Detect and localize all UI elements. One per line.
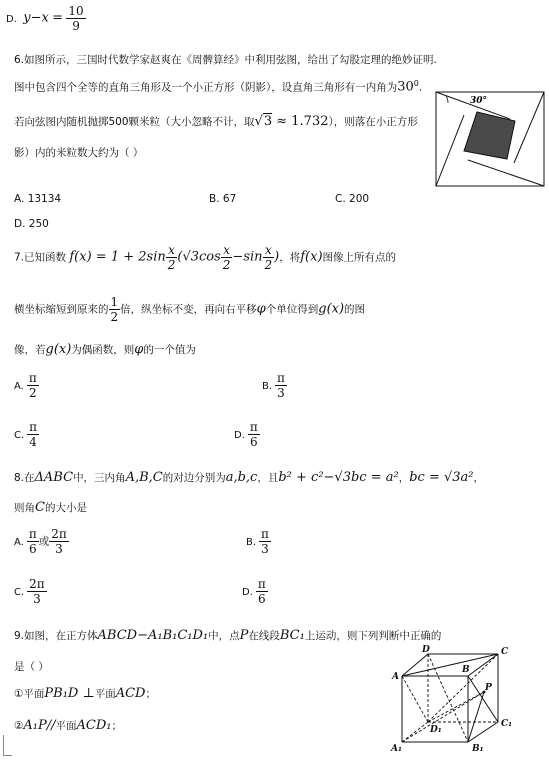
triangle-name: ΔABC <box>34 470 74 485</box>
q8-text: 则角 <box>14 502 35 514</box>
option-fraction <box>27 527 39 556</box>
approx-value: ≈ 1.732 <box>272 114 329 129</box>
q8-text: ， <box>473 472 484 484</box>
q7-option-a <box>14 371 39 400</box>
label-a: A <box>392 672 399 682</box>
numerator: π <box>249 420 258 434</box>
q9-text: 上运动，则下列判断中正确的 <box>304 630 442 642</box>
semicolon: ； <box>111 720 123 732</box>
label-b1: B₁ <box>472 744 484 754</box>
numerator: π <box>28 371 37 385</box>
hidden-ad1 <box>402 676 428 722</box>
option-fraction <box>259 527 271 556</box>
numerator: π <box>261 527 269 541</box>
q8-option-b <box>246 527 271 556</box>
q7-line-1 <box>14 243 396 272</box>
q9-text: 平面 <box>55 720 77 732</box>
equation-2: bc = √3a² <box>409 470 474 485</box>
q9-text: 9.如图，在正方体 <box>14 630 98 642</box>
q6-option-c <box>335 193 369 205</box>
label-d1: D₁ <box>430 725 442 735</box>
q5-option-d <box>6 4 86 33</box>
sides: a,b,c <box>225 470 258 485</box>
denominator: 3 <box>261 542 269 556</box>
q7-line-2 <box>14 295 365 324</box>
sin-term: −sin <box>232 249 263 265</box>
q7-text: 个单位得到 <box>265 303 319 316</box>
denominator: 2 <box>28 386 37 400</box>
or-word: 或 <box>38 535 50 548</box>
numerator: π <box>277 371 285 385</box>
numerator: 2π <box>51 527 67 541</box>
option-fraction <box>248 420 260 449</box>
label-a1: A₁ <box>391 744 402 754</box>
semicolon: ； <box>145 688 156 700</box>
option-letter: A. <box>14 193 25 205</box>
angle-value: 30 <box>397 79 414 95</box>
q8-option-c <box>14 577 47 606</box>
option-letter: A. <box>14 536 24 548</box>
phi: φ <box>256 301 266 317</box>
q8-option-a <box>14 527 69 556</box>
option-letter: B. <box>246 536 257 548</box>
label-c: C <box>501 647 509 657</box>
option-letter: D. <box>242 586 253 598</box>
q6-option-b <box>209 193 236 205</box>
denominator: 9 <box>72 19 80 33</box>
q7-option-b <box>262 371 287 400</box>
line-expr: A₁P// <box>23 718 56 733</box>
option-value: 67 <box>222 193 237 205</box>
denominator: 2 <box>167 258 176 272</box>
q7-text: 像，若 <box>14 344 46 356</box>
numerator: x <box>263 243 275 258</box>
numerator: 10 <box>68 4 84 18</box>
gx: g(x) <box>318 301 345 317</box>
point-p: P <box>239 628 249 643</box>
equation-lhs: y−x <box>23 10 49 26</box>
cube-name: ABCD−A₁B₁C₁D₁ <box>97 628 209 643</box>
page-corner-mark <box>3 735 12 756</box>
q9-text: 中，点 <box>208 630 240 642</box>
angle-c: C <box>35 500 45 515</box>
sqrt-radicand: 3 <box>263 114 273 129</box>
hidden-edge-a1d1 <box>402 722 428 742</box>
q7-text: 倍，纵坐标不变，再向右平移 <box>120 303 257 316</box>
q6-option-a <box>14 193 61 205</box>
fraction-x-over-2 <box>221 243 233 272</box>
q6-line-3-end: ），则落在小正方形 <box>328 116 418 128</box>
q7-text: 横坐标缩短到原来的 <box>14 303 109 316</box>
q8-text: 8.在 <box>14 472 35 484</box>
q8-option-d <box>242 577 268 606</box>
angles: A,B,C <box>125 470 163 485</box>
q6-option-d <box>14 218 49 230</box>
fraction-x-over-2 <box>263 243 275 272</box>
option-value: 250 <box>28 218 49 230</box>
label-b: B <box>462 665 470 675</box>
plane-name: ACD₁ <box>76 718 112 733</box>
fraction-one-half <box>109 295 121 324</box>
zhao-shuang-diagram <box>434 90 546 188</box>
q6-line-3-text: 若向弦图内随机抛掷500颗米粒（大小忽略不计，取 <box>14 116 255 128</box>
phi: φ <box>134 342 144 357</box>
option-fraction <box>275 371 287 400</box>
q9-statement-1 <box>14 686 156 701</box>
numerator: π <box>257 577 266 591</box>
q8-line-2 <box>14 500 87 515</box>
denominator: 2 <box>264 258 273 272</box>
gx: g(x) <box>45 342 72 357</box>
segment-bc1: BC₁ <box>279 628 305 643</box>
q9-line-1 <box>14 628 441 643</box>
cube-diagram <box>388 644 518 758</box>
option-letter: D. <box>14 218 26 230</box>
label-d: D <box>422 645 430 655</box>
equals-sign: = <box>52 10 64 26</box>
q8-text: ， <box>398 472 410 484</box>
q6-line-4: 影）内的米粒数大约为（ ） <box>14 147 144 159</box>
fraction <box>66 4 85 33</box>
q8-text: 的对边分别为 <box>162 472 226 484</box>
q8-line-1 <box>14 470 484 485</box>
option-letter: C. <box>335 193 346 205</box>
option-fraction <box>49 527 69 556</box>
option-letter: B. <box>262 380 273 392</box>
option-value: 200 <box>349 193 370 205</box>
q7-text: 图像上所有点的 <box>322 251 397 264</box>
equation-1: b² + c²−√3bc = a² <box>278 470 399 485</box>
option-letter: C. <box>14 586 25 598</box>
q9-text: ①平面 <box>14 688 45 700</box>
degree-mark: 0 <box>413 79 419 88</box>
q6-line-3: 若向弦图内随机抛掷500颗米粒（大小忽略不计，取√3 ≈ 1.732），则落在小正方形 <box>14 114 418 129</box>
point-p-dot <box>483 691 486 694</box>
denominator: 4 <box>29 435 37 449</box>
q9-text: 在线段 <box>248 630 280 642</box>
fraction-x-over-2 <box>166 243 178 272</box>
option-fraction <box>27 420 39 449</box>
q8-text: 的大小是 <box>44 502 87 514</box>
option-letter: B. <box>209 193 220 205</box>
option-letter: D. <box>234 429 245 441</box>
close-paren: ) <box>274 249 280 265</box>
plane-name: ACD <box>115 686 146 701</box>
q7-intro: 7.已知函数 <box>14 251 67 264</box>
denominator: 2 <box>222 258 231 272</box>
function-def: f(x) = 1 + 2sin <box>69 249 166 265</box>
option-value: 13134 <box>27 193 62 205</box>
edge-b1c1 <box>468 722 498 742</box>
q8-text: 中，三内角 <box>73 472 126 484</box>
q7-text: ，将 <box>279 251 301 264</box>
label-c1: C₁ <box>501 719 513 729</box>
numerator: x <box>221 243 233 258</box>
numerator: π <box>28 527 37 541</box>
numerator: x <box>166 243 178 258</box>
angle-label: 30° <box>470 96 488 106</box>
option-letter: D. <box>6 13 17 25</box>
plane-expr: PB₁D ⊥ <box>44 686 95 701</box>
denominator: 2 <box>110 310 119 324</box>
hidden-a1p <box>402 692 484 742</box>
denominator: 3 <box>55 542 63 556</box>
q7-line-3 <box>14 342 196 357</box>
denominator: 3 <box>33 592 41 606</box>
denominator: 3 <box>277 386 285 400</box>
label-p: P <box>485 683 492 693</box>
q6-line-1: 6.如图所示，三国时代数学家赵爽在《周髀算经》中利用弦图，给出了勾股定理的绝妙证明. <box>14 54 437 66</box>
numerator: 1 <box>110 295 119 309</box>
q7-text: 的图 <box>344 303 366 316</box>
q9-text: ② <box>14 720 24 732</box>
numerator: π <box>29 420 38 434</box>
q7-option-c <box>14 420 39 449</box>
cos-term: (√3cos <box>177 249 221 265</box>
option-letter: A. <box>14 380 24 392</box>
q7-text: 为偶函数，则 <box>71 344 135 356</box>
q9-statement-2 <box>14 718 122 733</box>
option-letter: C. <box>14 429 25 441</box>
q8-text: ，且 <box>257 472 279 484</box>
denominator: 6 <box>258 592 266 606</box>
q7-option-d <box>234 420 260 449</box>
q9-line-2: 是（ ） <box>14 661 49 673</box>
q6-line-2-text: 图中包含四个全等的直角三角形及一个小正方形（阴影），设直角三角形有一内角为 <box>14 81 398 94</box>
option-fraction <box>256 577 268 606</box>
option-fraction <box>27 577 47 606</box>
denominator: 6 <box>250 435 258 449</box>
period: . <box>418 81 423 94</box>
denominator: 6 <box>28 542 37 556</box>
q6-line-2 <box>14 79 422 95</box>
q7-text: 的一个值为 <box>143 344 196 356</box>
fx: f(x) <box>300 249 323 265</box>
numerator: 2π <box>29 577 45 591</box>
option-fraction <box>27 371 39 400</box>
q9-text: 平面 <box>94 688 116 700</box>
